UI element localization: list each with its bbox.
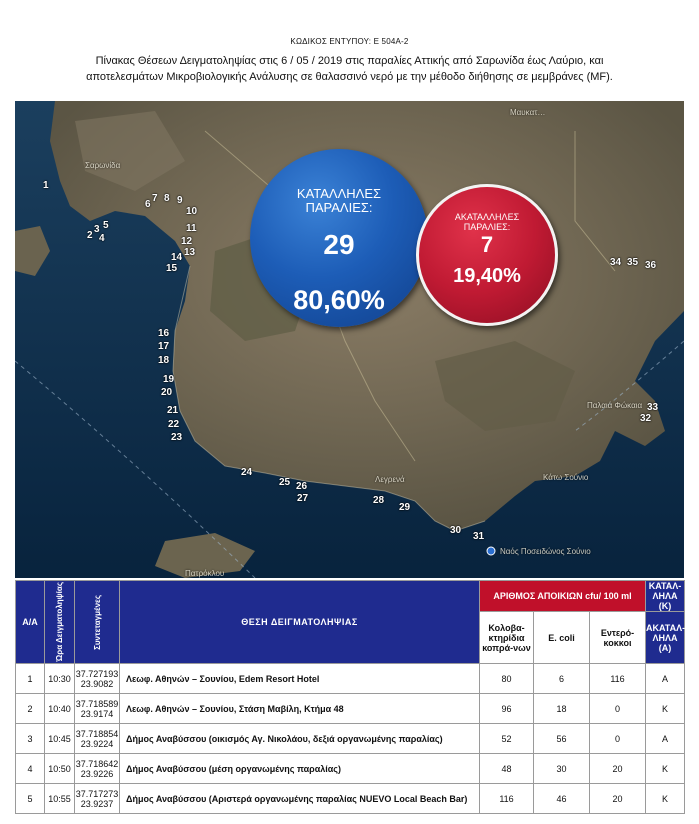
cell-coliforms: 96 xyxy=(480,694,534,724)
sample-point: 34 xyxy=(610,257,622,268)
document-title xyxy=(10,53,689,85)
header-enterococci: Εντερό-κοκκοι xyxy=(590,612,646,664)
header-colonies: ΑΡΙΘΜΟΣ ΑΠΟΙΚΙΩΝ cfu/ 100 ml xyxy=(480,581,646,612)
sample-point: 29 xyxy=(399,502,411,513)
place-label: Λεγρενά xyxy=(375,475,405,484)
sample-point: 10 xyxy=(186,206,198,217)
cell-location: Δήμος Αναβύσσου (Αριστερά οργανωμένης παραλίας NUEVO Local Beach Bar) xyxy=(120,784,480,814)
cell-time: 10:30 xyxy=(45,664,75,694)
place-label-temple: Ναός Ποσειδώνος Σούνιο xyxy=(500,547,591,556)
header-location: ΘΕΣΗ ΔΕΙΓΜΑΤΟΛΗΨΙΑΣ xyxy=(120,581,480,664)
place-label: Παλαιά Φώκαια xyxy=(587,401,643,410)
sample-point: 9 xyxy=(177,195,183,206)
cell-coliforms: 116 xyxy=(480,784,534,814)
cell-location: Δήμος Αναβύσσου (οικισμός Αγ. Νικολάου, δεξιά οργανωμένης παραλίας) xyxy=(120,724,480,754)
sample-point: 3 xyxy=(94,224,100,235)
cell-result: Α xyxy=(646,724,685,754)
sample-point: 36 xyxy=(645,260,657,271)
sample-point: 13 xyxy=(184,247,196,258)
cell-location: Λεωφ. Αθηνών – Σουνίου, Edem Resort Hotel xyxy=(120,664,480,694)
unsuitable-percent: 19,40% xyxy=(453,265,521,287)
cell-enterococci: 116 xyxy=(590,664,646,694)
cell-coords: 37.718854 23.9224 xyxy=(75,724,120,754)
header-coliforms: Κολοβα-κτηρίδια κοπρά-νων xyxy=(480,612,534,664)
place-label: Μαυκατ… xyxy=(510,108,546,117)
cell-index: 1 xyxy=(16,664,45,694)
sample-point: 35 xyxy=(627,257,639,268)
header-suitable: ΚΑΤΑΛ-ΛΗΛΑ (Κ) xyxy=(646,581,685,612)
sample-point: 7 xyxy=(152,193,158,204)
header-time: Ώρα Δειγματοληψίας xyxy=(45,581,75,664)
cell-ecoli: 56 xyxy=(534,724,590,754)
cell-result: Κ xyxy=(646,694,685,724)
sample-point: 30 xyxy=(450,525,462,536)
cell-result: Κ xyxy=(646,784,685,814)
cell-enterococci: 0 xyxy=(590,694,646,724)
sample-point: 6 xyxy=(145,199,151,210)
cell-enterococci: 20 xyxy=(590,784,646,814)
place-label: Σαρωνίδα xyxy=(85,161,121,170)
cell-time: 10:55 xyxy=(45,784,75,814)
suitable-beaches-bubble xyxy=(250,149,428,327)
sample-point: 23 xyxy=(171,432,183,443)
unsuitable-count: 7 xyxy=(480,232,494,257)
cell-enterococci: 0 xyxy=(590,724,646,754)
cell-coords: 37.718642 23.9226 xyxy=(75,754,120,784)
title-line-2: αποτελεσμάτων Μικροβιολογικής Ανάλυσης σε θαλασσινό νερό με την μέθοδο διήθησης σε μεμβράνες (MF). xyxy=(86,71,613,83)
suitable-label-line-1: ΚΑΤΑΛΛΗΛΕΣ xyxy=(296,186,382,201)
sample-point: 8 xyxy=(164,193,170,204)
cell-time: 10:50 xyxy=(45,754,75,784)
header-ecoli: E. coli xyxy=(534,612,590,664)
cell-index: 2 xyxy=(16,694,45,724)
unsuitable-label-line-2: ΠΑΡΑΛΙΕΣ: xyxy=(463,222,511,232)
cell-ecoli: 30 xyxy=(534,754,590,784)
sample-point: 22 xyxy=(168,419,180,430)
sample-point: 16 xyxy=(158,328,170,339)
cell-coords: 37.718589 23.9174 xyxy=(75,694,120,724)
cell-result: Κ xyxy=(646,754,685,784)
place-label: Κάτω Σούνιο xyxy=(543,473,589,482)
sample-point: 24 xyxy=(241,467,253,478)
cell-index: 5 xyxy=(16,784,45,814)
cell-ecoli: 46 xyxy=(534,784,590,814)
cell-result: Α xyxy=(646,664,685,694)
cell-ecoli: 18 xyxy=(534,694,590,724)
header-coords: Συντεταγμένες xyxy=(75,581,120,664)
table-row xyxy=(16,784,685,814)
sample-point: 32 xyxy=(640,413,652,424)
sample-point: 18 xyxy=(158,355,170,366)
cell-time: 10:45 xyxy=(45,724,75,754)
sample-point: 14 xyxy=(171,252,183,263)
cell-coliforms: 48 xyxy=(480,754,534,784)
sample-point: 12 xyxy=(181,236,193,247)
cell-index: 4 xyxy=(16,754,45,784)
form-code: ΚΩΔΙΚΟΣ ΕΝΤΥΠΟΥ: Ε 504Α-2 xyxy=(290,37,409,46)
cell-time: 10:40 xyxy=(45,694,75,724)
cell-index: 3 xyxy=(16,724,45,754)
sample-point: 33 xyxy=(647,402,659,413)
place-label: Πατρόκλου xyxy=(185,569,225,578)
sampling-map xyxy=(15,101,684,578)
cell-coliforms: 80 xyxy=(480,664,534,694)
cell-ecoli: 6 xyxy=(534,664,590,694)
unsuitable-label-line-1: ΑΚΑΤΑΛΛΗΛΕΣ xyxy=(454,212,520,222)
cell-coords: 37.717273 23.9237 xyxy=(75,784,120,814)
cell-location: Δήμος Αναβύσσου (μέση οργανωμένης παραλίας) xyxy=(120,754,480,784)
sample-point: 27 xyxy=(297,493,309,504)
suitable-percent: 80,60% xyxy=(293,285,385,315)
sample-point: 5 xyxy=(103,220,109,231)
sample-point: 15 xyxy=(166,263,178,274)
sample-point: 11 xyxy=(186,223,197,234)
results-table xyxy=(15,580,685,814)
sample-point: 25 xyxy=(279,477,291,488)
table-row xyxy=(16,754,685,784)
table-row xyxy=(16,724,685,754)
cell-coords: 37.727193 23.9082 xyxy=(75,664,120,694)
cell-enterococci: 20 xyxy=(590,754,646,784)
header-unsuitable: ΑΚΑΤΑΛ-ΛΗΛΑ (Α) xyxy=(646,612,685,664)
sample-point: 21 xyxy=(167,405,179,416)
unsuitable-beaches-bubble xyxy=(416,184,558,326)
suitable-label-line-2: ΠΑΡΑΛΙΕΣ: xyxy=(305,200,373,215)
cell-location: Λεωφ. Αθηνών – Σουνίου, Στάση Μαβίλη, Κτήμα 48 xyxy=(120,694,480,724)
cell-coliforms: 52 xyxy=(480,724,534,754)
table-row xyxy=(16,694,685,724)
unsuitable-label xyxy=(419,212,555,232)
sample-point: 20 xyxy=(161,387,173,398)
table-row xyxy=(16,664,685,694)
suitable-count: 29 xyxy=(323,229,355,260)
sample-point: 19 xyxy=(163,374,175,385)
sample-point: 31 xyxy=(473,531,485,542)
sample-point: 28 xyxy=(373,495,385,506)
header-index: Α/Α xyxy=(16,581,45,664)
suitable-label xyxy=(250,187,428,215)
title-line-1: Πίνακας Θέσεων Δειγματοληψίας στις 6 / 05 / 2019 στις παραλίες Αττικής από Σαρωνίδα έως Λαύριο, και xyxy=(95,55,604,67)
sample-point: 17 xyxy=(158,341,170,352)
sample-point: 2 xyxy=(87,230,93,241)
sample-point: 1 xyxy=(43,180,49,191)
sample-point: 4 xyxy=(99,233,105,244)
sample-point: 26 xyxy=(296,481,308,492)
